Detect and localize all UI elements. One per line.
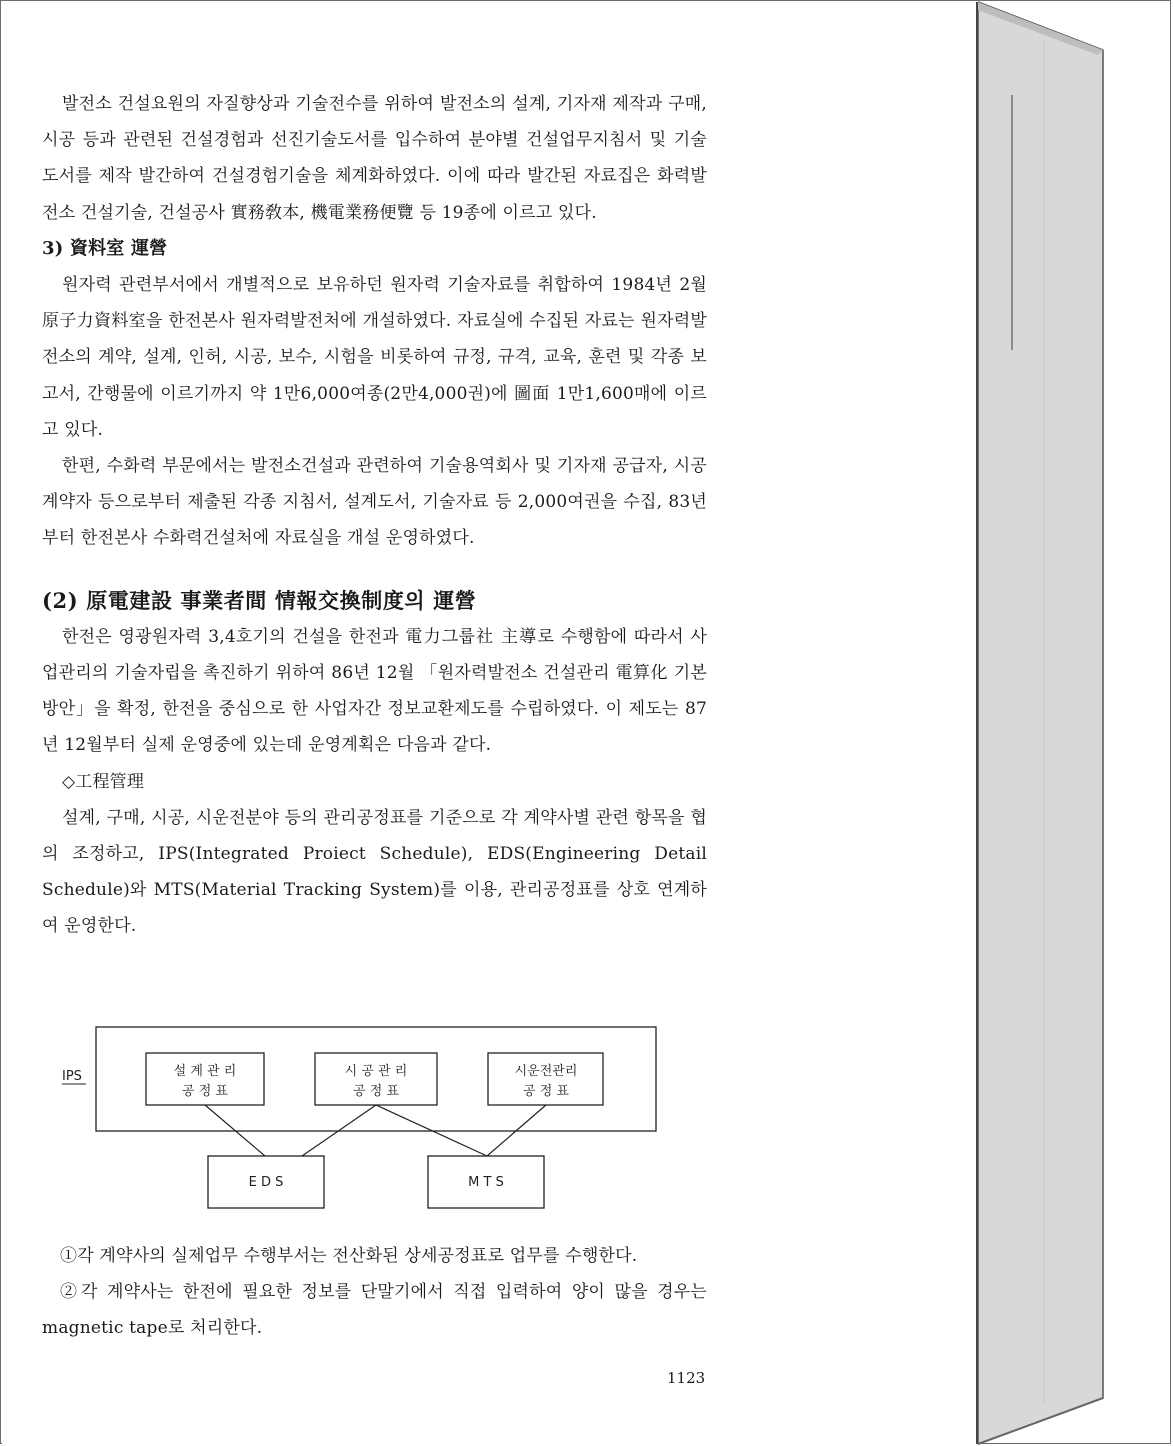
numbered-item-1: ①각 계약사의 실제업무 수행부서는 전산화된 상세공정표로 업무를 수행한다. — [60, 1246, 638, 1266]
ips-label: IPS — [62, 1069, 82, 1084]
construction-schedule-line2: 공 정 표 — [353, 1084, 399, 1099]
section3-paragraph-1: 원자력 관련부서에서 개별적으로 보유하던 원자력 기술자료를 취합하여 1984년 2월 原子力資料室을 한전본사 원자력발전처에 개설하였다. 자료실에 수집된 자료는 원자력발전소의 계약, 설계, 인허, 시공, 보수, 시험을 비롯하여 규정, 규격, 교육, 훈련 및 각종 보고서, 간행물에 이르기까지 약 1만6,000여종(2만4,000권)에 圖面 1만1,600매에 이르고 있다. — [42, 275, 707, 440]
process-management-heading: ◇工程管理 — [62, 771, 145, 792]
design-schedule-line1: 설 계 관 리 — [173, 1064, 237, 1079]
process-management-paragraph: 설계, 구매, 시공, 시운전분야 등의 관리공정표를 기준으로 각 계약사별 관련 항목을 협의 조정하고, IPS(Integrated Proiect Schedule), EDS(Engineering Detail Schedule)와 MTS(Material Tracking System)를 이용, 관리공정표를 상호 연계하여 운영한다. — [42, 807, 707, 937]
commissioning-schedule-line1: 시운전관리 — [514, 1064, 578, 1079]
design-schedule-line2: 공 정 표 — [182, 1084, 228, 1099]
section3-paragraph-2: 한편, 수화력 부문에서는 발전소건설과 관련하여 기술용역회사 및 기자재 공급자, 시공계약자 등으로부터 제출된 각종 지침서, 설계도서, 기술자료 등 2,000여권을 수집, 83년부터 한전본사 수화력건설처에 자료실을 개설 운영하였다. — [42, 456, 707, 549]
page-number: 1123 — [667, 1369, 706, 1387]
commissioning-schedule-line2: 공 정 표 — [523, 1084, 569, 1099]
mts-label: M T S — [468, 1175, 504, 1190]
numbered-items — [42, 1238, 707, 1347]
document-page — [2, 2, 978, 1444]
numbered-item-2: ②각 계약사는 한전에 필요한 정보를 단말기에서 직접 입력하여 양이 많을 경우는 magnetic tape로 처리한다. — [42, 1282, 707, 1339]
section2-heading: (2) 原電建設 事業者間 情報交換制度의 運營 — [42, 587, 477, 613]
intro-paragraph: 발전소 건설요원의 자질향상과 기술전수를 위하여 발전소의 설계, 기자재 제작과 구매, 시공 등과 관련된 건설경험과 선진기술도서를 입수하여 분야별 건설업무지침서 및 기술도서를 제작 발간하여 건설경험기술을 체계화하였다. 이에 따라 발간된 자료집은 화력발전소 건설기술, 건설공사 實務敎本, 機電業務便覽 등 19종에 이르고 있다. — [42, 94, 707, 223]
construction-schedule-line1: 시 공 관 리 — [344, 1064, 408, 1079]
section2-paragraph: 한전은 영광원자력 3,4호기의 건설을 한전과 電力그룹社 主導로 수행함에 따라서 사업관리의 기술자립을 촉진하기 위하여 86년 12월 「원자력발전소 건설관리 電算化 기본방안」을 확정, 한전을 중심으로 한 사업자간 정보교환제도를 수립하였다. 이 제도는 87년 12월부터 실제 운영중에 있는데 운영계획은 다음과 같다. — [42, 626, 707, 756]
ips-outer-box — [96, 1027, 656, 1131]
ips-diagram — [62, 1022, 662, 1212]
section3-heading: 3) 資料室 運營 — [42, 237, 168, 259]
eds-label: E D S — [248, 1175, 284, 1190]
page-content — [42, 86, 707, 945]
book-page-stack — [978, 0, 1173, 1446]
